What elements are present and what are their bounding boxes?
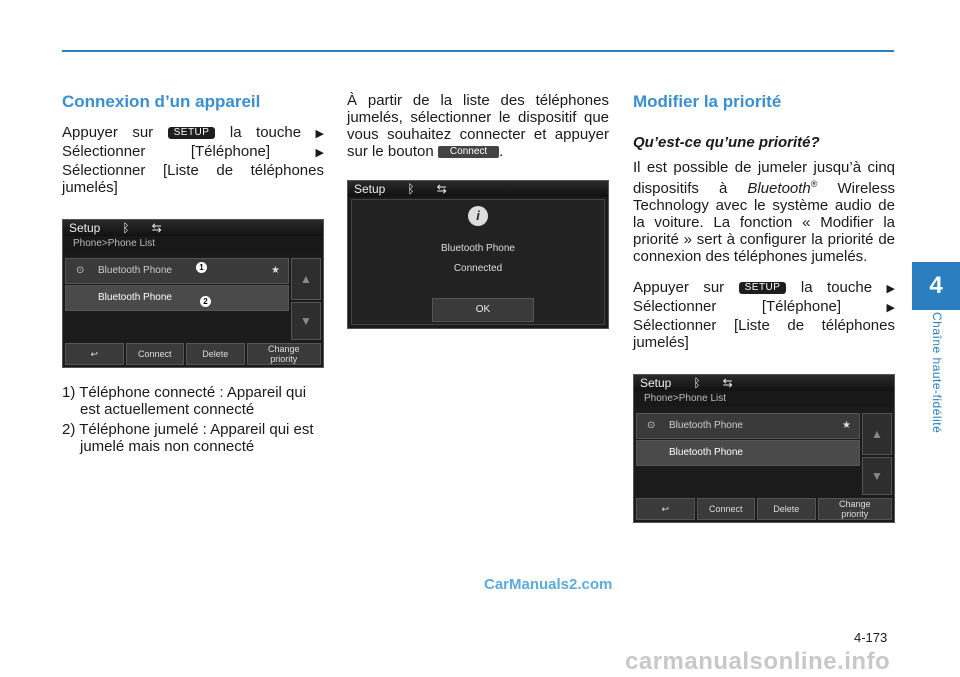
arrow-icon: ▶ <box>315 128 324 140</box>
screen-title: Setup <box>69 220 101 235</box>
connect-button[interactable]: Connect <box>697 498 756 520</box>
list-item-label: Bluetooth Phone <box>98 265 172 276</box>
list-item-label: Bluetooth Phone <box>669 447 743 458</box>
star-icon: ★ <box>271 265 280 276</box>
instr-text: . <box>499 143 504 160</box>
subheading-priority: Qu’est-ce qu’une priorité? <box>633 134 820 151</box>
phone-list-screen <box>62 219 324 368</box>
breadcrumb: Phone>Phone List <box>63 236 323 252</box>
para-text: Wireless Technology avec le système audio de la voiture. La fonction « Modifier la priorité » sert à configurer la priorité de connexion des téléphones jumelés. <box>633 180 896 265</box>
connected-popup-screen <box>347 180 609 329</box>
instructions-3 <box>633 279 895 351</box>
marker-1: 1 <box>196 262 207 273</box>
popup-status: Connected <box>453 263 503 274</box>
instr-text: Sélectionner [Téléphone] <box>633 298 842 315</box>
usb-icon: ⇆ <box>436 181 447 196</box>
setup-key-icon: SETUP <box>168 127 216 139</box>
watermark-carmanuals2[interactable]: CarManuals2.com <box>484 576 613 593</box>
popup-message: Bluetooth Phone <box>441 243 515 254</box>
instr-text: la touche <box>800 279 873 296</box>
list-item-label: Bluetooth Phone <box>98 292 172 303</box>
info-icon: i <box>468 206 488 226</box>
connect-instructions <box>347 92 609 160</box>
star-icon: ★ <box>842 420 851 431</box>
chapter-side-label: Chaîne haute-fidélité <box>930 312 944 434</box>
back-button[interactable]: ↩ <box>636 498 695 520</box>
breadcrumb: Phone>Phone List <box>634 391 894 407</box>
column-3 <box>633 92 895 523</box>
instr-text: Appuyer sur <box>633 279 725 296</box>
connect-key-icon: Connect <box>438 146 499 158</box>
change-priority-button[interactable]: Change priority <box>818 498 893 520</box>
scroll-up-button[interactable]: ▲ <box>862 413 892 455</box>
popup-dialog <box>351 199 605 325</box>
column-2 <box>347 92 609 329</box>
bluetooth-icon: ᛒ <box>693 375 701 390</box>
instr-text: Appuyer sur <box>62 124 154 141</box>
page-number: 4-173 <box>854 630 888 645</box>
status-bar <box>63 220 323 236</box>
play-icon: ⊙ <box>647 420 656 431</box>
column-1 <box>62 92 324 458</box>
heading-change-priority: Modifier la priorité <box>633 92 782 111</box>
change-priority-button[interactable]: Change priority <box>247 343 322 365</box>
ok-button[interactable]: OK <box>432 298 534 322</box>
bluetooth-term: Bluetooth <box>747 180 811 197</box>
marker-2: 2 <box>200 296 211 307</box>
list-item-paired[interactable] <box>636 440 860 466</box>
instr-text: Sélectionner [Liste de téléphones jumelés] <box>62 162 324 196</box>
list-item: 2) Téléphone jumelé : Appareil qui est jumelé mais non connecté <box>62 421 314 455</box>
legend-list <box>62 384 324 455</box>
delete-button[interactable]: Delete <box>757 498 816 520</box>
phone-list-screen-2 <box>633 374 895 523</box>
list-item-label: Bluetooth Phone <box>669 420 743 431</box>
list-item-connected[interactable] <box>636 413 860 439</box>
bluetooth-icon: ᛒ <box>122 220 130 235</box>
instr-text: la touche <box>229 124 302 141</box>
bottom-bar <box>65 343 321 365</box>
bluetooth-icon: ᛒ <box>407 181 415 196</box>
arrow-icon: ▶ <box>886 283 895 295</box>
status-bar <box>348 181 608 197</box>
priority-description <box>633 159 895 265</box>
registered-mark: ® <box>810 179 818 189</box>
scroll-down-button[interactable]: ▼ <box>291 302 321 340</box>
connect-button[interactable]: Connect <box>126 343 185 365</box>
usb-icon: ⇆ <box>722 375 733 390</box>
para-text: Il est possible de jumeler jusqu’à cinq dispositifs à <box>633 159 895 197</box>
status-bar <box>634 375 894 391</box>
back-button[interactable]: ↩ <box>65 343 124 365</box>
heading-connect-device: Connexion d’un appareil <box>62 92 261 111</box>
delete-button[interactable]: Delete <box>186 343 245 365</box>
watermark-carmanualsonline: carmanualsonline.info <box>625 648 891 675</box>
usb-icon: ⇆ <box>151 220 162 235</box>
list-item: 1) Téléphone connecté : Appareil qui est actuellement connecté <box>62 384 307 418</box>
setup-key-icon: SETUP <box>739 282 787 294</box>
arrow-icon: ▶ <box>886 302 896 314</box>
instructions-1 <box>62 124 324 196</box>
instr-text: Sélectionner [Téléphone] <box>62 143 271 160</box>
list-item-connected[interactable] <box>65 258 289 284</box>
top-rule <box>62 50 894 52</box>
chapter-tab: 4 <box>912 262 960 310</box>
instr-text: À partir de la liste des téléphones jumelés, sélectionner le dispositif que vous souhaitez connecter et appuyer sur le bouton <box>347 92 609 160</box>
screen-title: Setup <box>354 181 386 196</box>
arrow-icon: ▶ <box>315 147 325 159</box>
screen-title: Setup <box>640 375 672 390</box>
scroll-down-button[interactable]: ▼ <box>862 457 892 495</box>
list-item-paired[interactable] <box>65 285 289 311</box>
play-icon: ⊙ <box>76 265 85 276</box>
bottom-bar <box>636 498 892 520</box>
instr-text: Sélectionner [Liste de téléphones jumelés] <box>633 317 895 351</box>
scroll-up-button[interactable]: ▲ <box>291 258 321 300</box>
